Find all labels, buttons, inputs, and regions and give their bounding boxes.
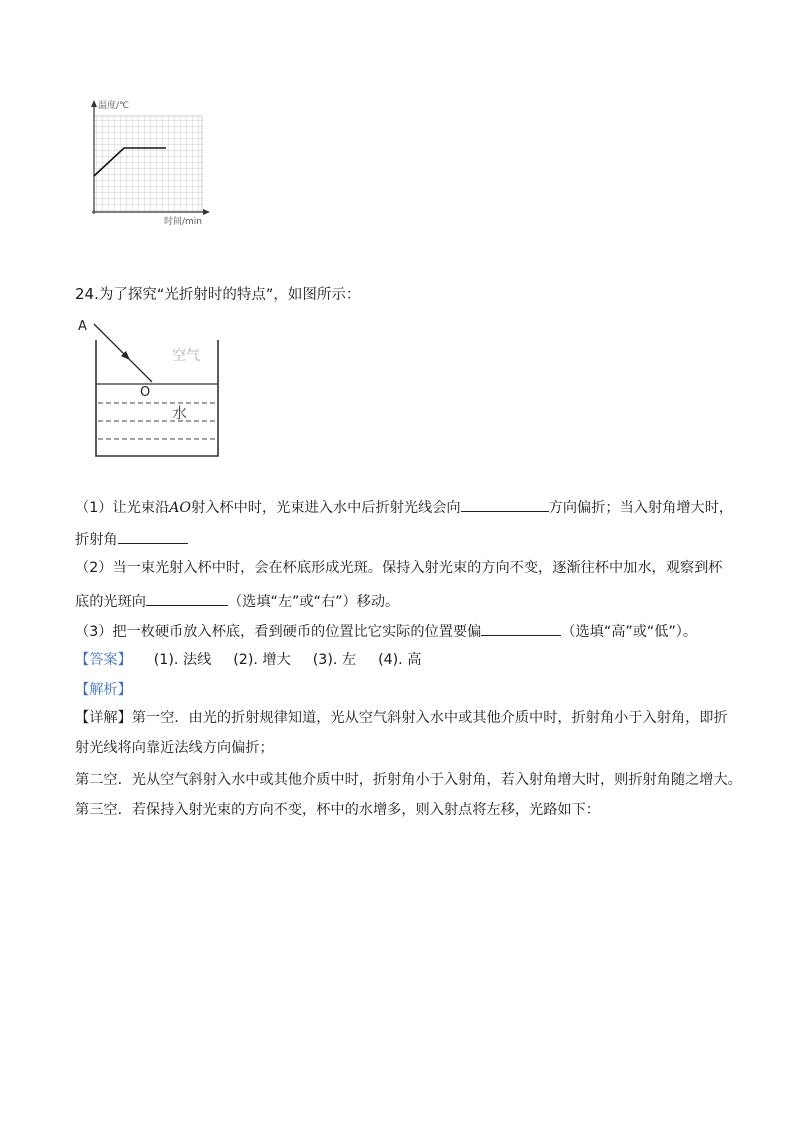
detail-tag: 【详解】 [75,710,132,726]
water-label: 水 [172,404,188,422]
analysis-line1 [75,708,728,728]
answer-item-2: (2). 增大 [233,652,291,668]
answer-item-4: (4). 高 [378,652,422,668]
part2-line1 [75,558,722,578]
part1-middle: 射入杯中时，光束进入水中后折射光线会向 [191,500,461,516]
x-axis-arrow [203,209,210,215]
answer-item-3: (3). 左 [312,652,357,668]
analysis-line2-text: 射光线将向靠近法线方向偏折； [75,740,274,756]
analysis-line3-text: 第二空．光从空气斜射入水中或其他介质中时，折射角小于入射角，若入射角增大时，则折射角随之增大。 [75,772,742,788]
part1-prefix: （1）让光束沿 [75,500,170,516]
air-label: 空气 [172,348,200,364]
analysis-line3 [75,770,742,790]
part3-suffix: （选填“高”或“低”）。 [561,624,698,640]
blank-1[interactable] [461,496,549,512]
question-intro: 为了探究“光折射时的特点”，如图所示： [98,287,361,303]
part1-line2 [75,528,188,550]
question-heading [75,284,360,305]
part1-line1 [75,496,733,518]
part1-suffix: 方向偏折；当入射角增大时， [548,500,734,516]
blank-4[interactable] [481,620,561,636]
graph-grid [94,116,202,212]
y-axis-arrow [91,100,97,107]
light-ray-ao [94,324,152,382]
question-number: 24. [75,285,99,303]
part3-prefix: （3）把一枚硬币放入杯底，看到硬币的位置比它实际的位置要偏 [75,624,482,640]
part1-ao: AO [169,500,192,516]
analysis-line4-text: 第三空．若保持入射光束的方向不变，杯中的水增多，则入射点将左移，光路如下： [75,802,600,818]
answer-line [75,650,421,670]
refraction-figure [72,314,238,462]
answer-item-1: (1). 法线 [153,652,212,668]
part1-line2-text: 折射角 [75,532,118,548]
analysis-heading [75,680,132,700]
part2-line1-text: （2）当一束光射入杯中时，会在杯底形成光斑。保持入射光束的方向不变，逐渐往杯中加水，观察到杯 [75,560,723,576]
x-axis-label: 时间/min [164,217,203,227]
point-a-label: A [78,319,87,334]
point-o-label: O [140,385,151,400]
blank-3[interactable] [146,590,228,606]
analysis-line2 [75,738,274,758]
temperature-time-graph [84,96,224,228]
part3-line [75,620,697,642]
part2-line2 [75,590,399,612]
analysis-tag: 【解析】 [75,682,132,698]
part2-line2-suffix: （选填“左”或“右”）移动。 [227,594,400,610]
blank-2[interactable] [118,528,188,544]
y-axis-label: 温度/℃ [98,101,130,111]
answer-tag: 【答案】 [75,652,132,668]
analysis-line4 [75,800,600,820]
part2-line2-prefix: 底的光斑向 [75,594,146,610]
analysis-line1-text: 第一空．由光的折射规律知道，光从空气斜射入水中或其他介质中时，折射角小于入射角，即折 [131,710,728,726]
